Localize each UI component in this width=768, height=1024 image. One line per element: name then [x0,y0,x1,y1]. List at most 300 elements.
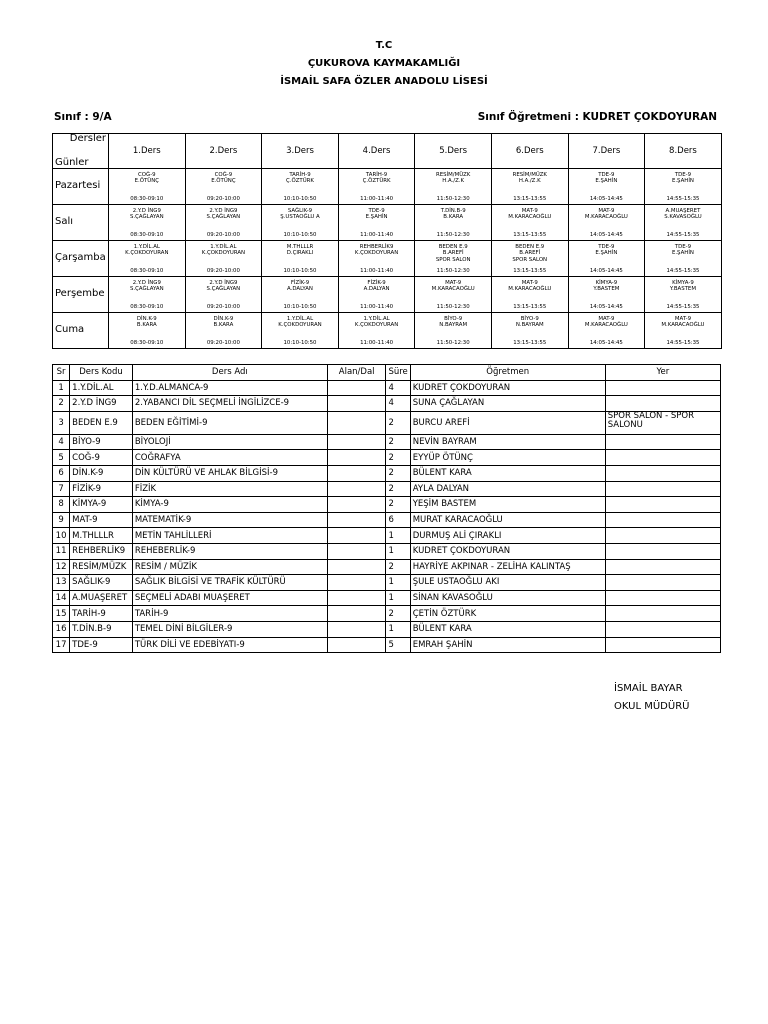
principal-title: OKUL MÜDÜRÜ [614,701,690,712]
location [605,637,720,653]
duration: 2 [386,465,410,481]
lesson-cell [262,241,339,277]
lesson-line: S.ÇAĞLAYAN [129,286,164,293]
table-row [53,575,721,591]
table-row [53,543,721,559]
table-row [53,497,721,513]
class-label: Sınıf : 9/A [54,111,112,123]
table-row [53,465,721,481]
period-header: 7.Ders [568,134,645,169]
lesson-line: B.KARA [136,322,157,329]
course-code: BİYO-9 [70,434,133,450]
location [605,481,720,497]
table-row [53,396,721,412]
table-row [53,559,721,575]
lesson-line: TDE-9 [674,244,692,250]
lesson-line: M.THLLLR [286,244,314,250]
lesson-line: TDE-9 [674,172,692,178]
teacher-name: ŞULE USTAOĞLU AKI [410,575,605,591]
schedule-day-row [53,241,722,277]
lesson-cell [109,169,186,205]
course-name: METİN TAHLİLLERİ [132,528,327,544]
lesson-cell [109,241,186,277]
lesson-line: N.BAYRAM [439,322,468,329]
lesson-time: 13:15-13:55 [513,195,547,202]
course-code: A.MUAŞERET [70,590,133,606]
lesson-line: M.KARACAOĞLU [584,322,628,329]
lesson-line: COĞ-9 [138,172,156,178]
course-column-header: Yer [605,365,720,381]
lesson-line: H.A./Z.K [442,178,465,185]
period-header: 2.Ders [185,134,262,169]
field-branch [327,606,386,622]
lesson-line: E.ÖTÜNÇ [211,178,236,185]
lesson-line: BİYO-9 [520,316,539,322]
schedule-header-row [53,134,722,169]
course-list-body [53,380,721,653]
lesson-time: 11:00-11:40 [360,195,394,202]
row-number: 12 [53,559,70,575]
lesson-line: KİMYA-9 [672,280,694,286]
course-column-header: Öğretmen [410,365,605,381]
lesson-time: 09:20-10:00 [206,339,240,346]
header-line-1: T.C [375,40,393,51]
day-label: Salı [53,205,109,241]
duration: 6 [386,512,410,528]
course-code: BEDEN E.9 [70,411,133,434]
header-line-3: İSMAİL SAFA ÖZLER ANADOLU LİSESİ [280,76,488,87]
lesson-line: MAT-9 [674,316,691,322]
lesson-cell [568,205,645,241]
teacher-name: BURCU AREFİ [410,411,605,434]
course-code: M.THLLLR [70,528,133,544]
teacher-name: MURAT KARACAOĞLU [410,512,605,528]
lesson-line: 2.Y.D İNG9 [209,208,238,214]
lesson-line: A.DALYAN [287,286,313,293]
lesson-time: 09:20-10:00 [206,267,240,274]
lesson-time: 11:00-11:40 [360,339,394,346]
course-name: BEDEN EĞİTİMİ-9 [132,411,327,434]
location [605,396,720,412]
lesson-cell [568,169,645,205]
lesson-line: E.ŞAHİN [671,250,694,257]
lesson-time: 11:50-12:30 [436,303,470,310]
corner-label-lessons: Dersler [69,133,106,144]
lesson-cell [338,205,415,241]
lesson-cell [185,241,262,277]
lesson-line: TDE-9 [598,172,615,178]
course-name: BİYOLOJİ [132,434,327,450]
course-column-header: Ders Kodu [70,365,133,381]
row-number: 8 [53,497,70,513]
course-header-row [53,365,721,381]
course-code: T.DİN.B-9 [70,621,133,637]
lesson-cell [109,313,186,349]
lesson-cell [645,241,722,277]
lesson-line: Ç.ÖZTÜRK [286,178,314,185]
course-code: MAT-9 [70,512,133,528]
lesson-cell [185,205,262,241]
course-name: TARİH-9 [132,606,327,622]
lesson-line: TARİH-9 [365,172,388,178]
course-name: 2.YABANCI DİL SEÇMELİ İNGİLİZCE-9 [132,396,327,412]
table-row [53,621,721,637]
location [605,497,720,513]
corner-label-days: Günler [55,156,89,168]
course-code: TARİH-9 [70,606,133,622]
location [605,512,720,528]
lesson-cell [645,313,722,349]
lesson-time: 14:05-14:45 [589,195,623,202]
table-row [53,411,721,434]
duration: 5 [386,637,410,653]
lesson-time: 14:55-15:35 [666,195,700,202]
lesson-line: K.ÇOKDOYURAN [278,322,322,329]
lesson-line: E.ŞAHİN [671,178,694,185]
table-row [53,512,721,528]
row-number: 4 [53,434,70,450]
lesson-time: 11:00-11:40 [360,303,394,310]
lesson-line: 1.Y.DİL.AL [133,244,160,250]
lesson-time: 09:20-10:00 [206,303,240,310]
lesson-line: K.ÇOKDOYURAN [201,250,246,257]
lesson-time: 11:50-12:30 [436,231,470,238]
day-label: Perşembe [53,277,109,313]
location [605,543,720,559]
lesson-cell [491,205,568,241]
course-code: REHBERLİK9 [70,543,133,559]
course-code: DİN.K-9 [70,465,133,481]
lesson-time: 14:05-14:45 [589,267,623,274]
course-column-header: Sr [53,365,70,381]
lesson-time: 11:50-12:30 [436,339,470,346]
teacher-name: EYYÜP ÖTÜNÇ [410,450,605,466]
lesson-line: K.ÇOKDOYURAN [354,322,399,329]
field-branch [327,528,386,544]
duration: 2 [386,434,410,450]
teacher-name: KUDRET ÇOKDOYURAN [410,543,605,559]
lesson-time: 08:30-09:10 [130,267,164,274]
lesson-cell [491,169,568,205]
lesson-cell [109,277,186,313]
course-name: MATEMATİK-9 [132,512,327,528]
lesson-line: E.ŞAHİN [595,178,618,185]
lesson-line: K.ÇOKDOYURAN [354,250,399,257]
schedule-day-row [53,313,722,349]
course-column-header: Alan/Dal [327,365,386,381]
lesson-line: COĞ-9 [214,172,233,178]
lesson-line: 1.Y.DİL.AL [210,244,237,250]
course-name: 1.Y.D.ALMANCA-9 [132,380,327,396]
lesson-line: A.MUAŞERET [665,208,701,214]
lesson-cell [415,241,492,277]
duration: 1 [386,575,410,591]
course-code: RESİM/MÜZK [70,559,133,575]
location [605,434,720,450]
course-code: COĞ-9 [70,450,133,466]
lesson-cell [645,205,722,241]
lesson-cell [338,241,415,277]
lesson-line: A.DALYAN [363,286,390,293]
duration: 2 [386,559,410,575]
period-header: 3.Ders [262,134,339,169]
lesson-time: 11:00-11:40 [360,267,394,274]
lesson-time: 11:50-12:30 [436,267,470,274]
row-number: 9 [53,512,70,528]
row-number: 16 [53,621,70,637]
lesson-time: 14:05-14:45 [589,303,623,310]
lesson-line: TARİH-9 [289,172,311,178]
lesson-cell [415,313,492,349]
lesson-line: MAT-9 [598,208,615,214]
lesson-line: S.ÇAĞLAYAN [129,214,164,221]
teacher-name: SUNA ÇAĞLAYAN [410,396,605,412]
teacher-name: SİNAN KAVASOĞLU [410,590,605,606]
lesson-time: 08:30-09:10 [130,339,164,346]
duration: 1 [386,621,410,637]
course-name: TEMEL DİNİ BİLGİLER-9 [132,621,327,637]
duration: 2 [386,606,410,622]
lesson-cell [568,277,645,313]
lesson-line: N.BAYRAM [515,322,544,329]
schedule-day-row [53,169,722,205]
teacher-name: KUDRET ÇOKDOYURAN [410,380,605,396]
lesson-line: Ş.USTAOĞLU A [280,214,320,221]
lesson-cell [185,169,262,205]
field-branch [327,543,386,559]
course-name: DİN KÜLTÜRÜ VE AHLAK BİLGİSİ-9 [132,465,327,481]
lesson-line: K.ÇOKDOYURAN [125,250,169,257]
course-code: 1.Y.DİL.AL [70,380,133,396]
lesson-line: E.ŞAHİN [365,214,388,221]
lesson-time: 10:10-10:50 [283,195,317,202]
course-name: TÜRK DİLİ VE EDEBİYATI-9 [132,637,327,653]
duration: 1 [386,590,410,606]
row-number: 17 [53,637,70,653]
course-name: REHEBERLİK-9 [132,543,327,559]
lesson-line: Ç.ÖZTÜRK [362,178,391,185]
lesson-cell [415,277,492,313]
period-header: 1.Ders [109,134,186,169]
lesson-line: B.AREFİ [519,250,541,257]
lesson-cell [185,313,262,349]
lesson-line: 1.Y.DİL.AL [363,316,390,322]
field-branch [327,621,386,637]
lesson-line: MAT-9 [521,280,538,286]
table-row [53,528,721,544]
location [605,590,720,606]
day-label: Pazartesi [53,169,109,205]
lesson-line: MAT-9 [521,208,538,214]
table-row [53,481,721,497]
lesson-line: B.AREFİ [442,250,464,257]
schedule-corner-cell [53,134,109,169]
course-code: 2.Y.D İNG9 [70,396,133,412]
lesson-line: E.ÖTÜNÇ [134,178,159,185]
field-branch [327,559,386,575]
lesson-line: Y.BASTEM [593,286,620,293]
row-number: 13 [53,575,70,591]
row-number: 10 [53,528,70,544]
lesson-cell [338,313,415,349]
field-branch [327,512,386,528]
teacher-name: YEŞİM BASTEM [410,497,605,513]
row-number: 7 [53,481,70,497]
location [605,380,720,396]
lesson-cell [645,277,722,313]
teacher-name: HAYRİYE AKPINAR - ZELİHA KALINTAŞ [410,559,605,575]
lesson-line: DİN.K-9 [213,316,234,322]
field-branch [327,434,386,450]
lesson-cell [262,205,339,241]
course-column-header: Süre [386,365,410,381]
table-row [53,637,721,653]
schedule-day-row [53,205,722,241]
lesson-line: FİZİK-9 [290,280,310,286]
lesson-line: TDE-9 [598,244,615,250]
location [605,528,720,544]
day-label: Çarşamba [53,241,109,277]
lesson-time: 08:30-09:10 [130,303,164,310]
lesson-line: KİMYA-9 [595,280,618,286]
lesson-time: 14:55-15:35 [666,231,700,238]
field-branch [327,575,386,591]
row-number: 1 [53,380,70,396]
lesson-time: 08:30-09:10 [130,195,164,202]
lesson-line: SAĞLIK-9 [287,208,313,214]
lesson-time: 14:05-14:45 [589,231,623,238]
field-branch [327,465,386,481]
header-line-2: ÇUKUROVA KAYMAKAMLIĞI [307,58,461,69]
weekly-schedule-table [52,133,722,349]
lesson-cell [262,277,339,313]
table-row [53,606,721,622]
table-row [53,590,721,606]
lesson-line: RESİM/MÜZK [512,172,547,178]
course-code: SAĞLIK-9 [70,575,133,591]
teacher-name: DURMUŞ ALİ ÇIRAKLI [410,528,605,544]
location [605,450,720,466]
duration: 4 [386,380,410,396]
course-code: TDE-9 [70,637,133,653]
lesson-line: MAT-9 [598,316,615,322]
lesson-time: 11:50-12:30 [436,195,470,202]
field-branch [327,396,386,412]
row-number: 5 [53,450,70,466]
lesson-time: 09:20-10:00 [206,231,240,238]
lesson-line: BEDEN E.9 [438,244,468,250]
lesson-line: 2.Y.D İNG9 [132,208,161,214]
duration: 4 [386,396,410,412]
lesson-cell [491,313,568,349]
lesson-line: M.KARACAOĞLU [431,286,475,293]
field-branch [327,450,386,466]
lesson-line: 2.Y.D İNG9 [132,280,161,286]
duration: 2 [386,481,410,497]
schedule-body [53,134,722,349]
lesson-line: M.KARACAOĞLU [584,214,628,221]
location [605,606,720,622]
lesson-time: 13:15-13:55 [513,339,547,346]
field-branch [327,411,386,434]
duration: 2 [386,411,410,434]
row-number: 14 [53,590,70,606]
lesson-time: 13:15-13:55 [513,267,547,274]
table-row [53,450,721,466]
field-branch [327,481,386,497]
lesson-line: S.KAVASOĞLU [664,214,702,221]
period-header: 4.Ders [338,134,415,169]
lesson-time: 10:10-10:50 [283,303,317,310]
lesson-cell [338,277,415,313]
lesson-line: DİN.K-9 [136,316,157,322]
table-row [53,434,721,450]
lesson-line: BEDEN E.9 [515,244,545,250]
location [605,559,720,575]
teacher-name: ÇETİN ÖZTÜRK [410,606,605,622]
lesson-cell [491,277,568,313]
course-name: SAĞLIK BİLGİSİ VE TRAFİK KÜLTÜRÜ [132,575,327,591]
course-list-table [52,364,721,653]
table-row [53,380,721,396]
course-code: KİMYA-9 [70,497,133,513]
lesson-line: D.ÇIRAKLI [286,250,314,257]
lesson-line: SPOR SALON [512,256,548,263]
lesson-time: 14:05-14:45 [589,339,623,346]
teacher-name: EMRAH ŞAHİN [410,637,605,653]
lesson-line: Y.BASTEM [669,286,696,293]
row-number: 11 [53,543,70,559]
lesson-cell [262,169,339,205]
lesson-cell [645,169,722,205]
teacher-name: NEVİN BAYRAM [410,434,605,450]
lesson-line: S.ÇAĞLAYAN [206,286,241,293]
lesson-time: 13:15-13:55 [513,303,547,310]
lesson-cell [415,205,492,241]
course-name: SEÇMELİ ADABI MUAŞERET [132,590,327,606]
lesson-line: H.A./Z.K [518,178,541,185]
duration: 1 [386,528,410,544]
lesson-line: FİZİK-9 [367,280,386,286]
row-number: 3 [53,411,70,434]
lesson-cell [491,241,568,277]
course-name: RESİM / MÜZİK [132,559,327,575]
location [605,465,720,481]
field-branch [327,637,386,653]
lesson-line: REHBERLİK9 [359,244,394,250]
lesson-line: B.KARA [443,214,464,221]
course-name: FİZİK [132,481,327,497]
lesson-line: M.KARACAOĞLU [508,214,552,221]
course-code: FİZİK-9 [70,481,133,497]
duration: 1 [386,543,410,559]
lesson-line: TDE-9 [368,208,385,214]
course-column-header: Ders Adı [132,365,327,381]
field-branch [327,590,386,606]
class-teacher-label: Sınıf Öğretmeni : KUDRET ÇOKDOYURAN [477,111,717,123]
lesson-time: 14:55-15:35 [666,303,700,310]
lesson-line: T.DİN.B-9 [440,208,466,214]
lesson-line: B.KARA [213,322,234,329]
row-number: 2 [53,396,70,412]
lesson-cell [568,241,645,277]
lesson-line: MAT-9 [445,280,462,286]
lesson-time: 13:15-13:55 [513,231,547,238]
lesson-time: 10:10-10:50 [283,339,317,346]
period-header: 6.Ders [491,134,568,169]
schedule-day-row [53,277,722,313]
duration: 2 [386,450,410,466]
